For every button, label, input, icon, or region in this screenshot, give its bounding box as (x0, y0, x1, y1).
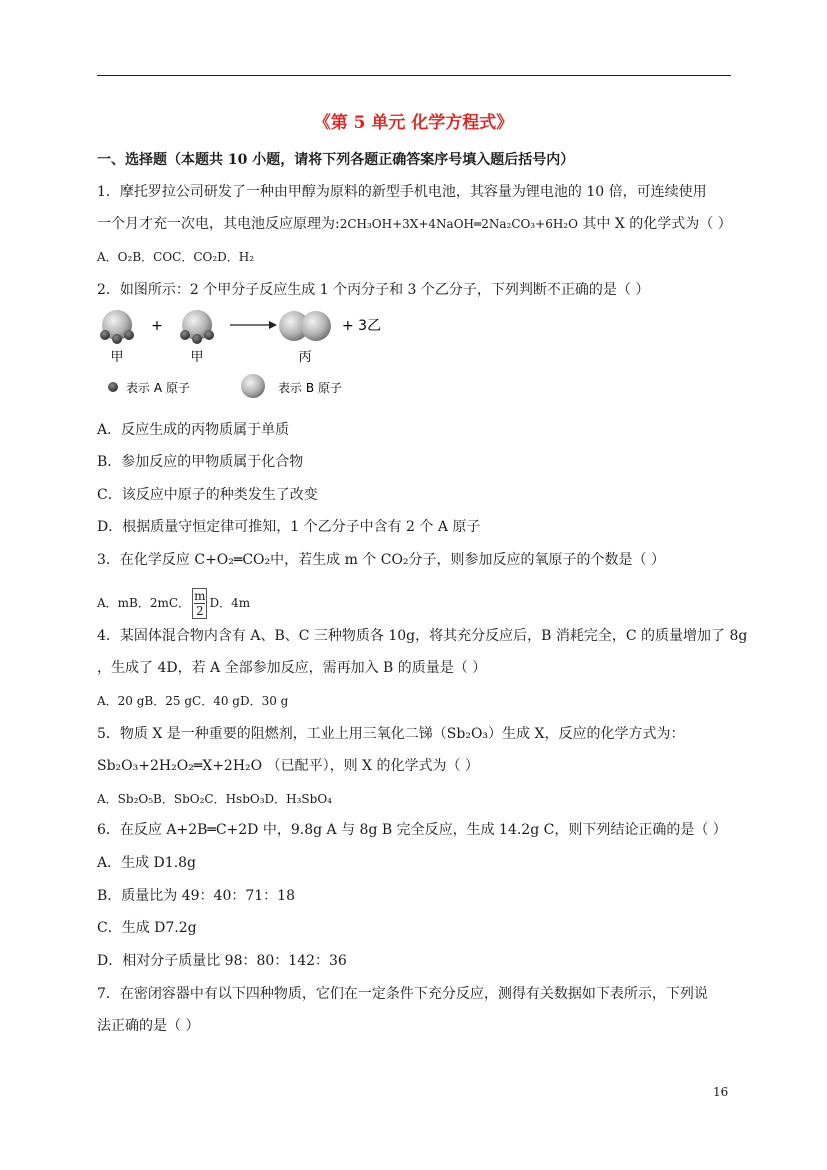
reaction-arrow (230, 321, 277, 329)
product-yi: + 3乙 (342, 318, 382, 334)
q6-option-b: B．质量比为 49：40：71：18 (97, 888, 295, 904)
q5-stem-line1: 5．物质 X 是一种重要的阻燃剂，工业上用三氧化二锑（Sb₂O₃）生成 X，反应的化学方式为： (97, 726, 685, 742)
q6-option-c: C．生成 D7.2g (97, 920, 197, 936)
q2-option-d: D．根据质量守恒定律可推知，1 个乙分子中含有 2 个 A 原子 (97, 519, 481, 535)
q3-options: A．mB．2mC． $\frac{m}{2}$ D．4m (97, 589, 251, 618)
q1-equation: 2CH₃OH+3X+4NaOH═2Na₂CO₃+6H₂O (339, 217, 578, 231)
page-title: 《第 5 单元 化学方程式》 (313, 113, 514, 133)
plus-sign-1: + (151, 318, 163, 334)
q5-stem-line2: Sb₂O₃+2H₂O₂═X+2H₂O （已配平），则 X 的化学式为（ ） (97, 758, 479, 774)
q2-option-b: B．参加反应的甲物质属于化合物 (97, 454, 304, 470)
q7-stem-line2: 法正确的是（ ） (97, 1018, 200, 1034)
q4-options: A．20 gB．25 gC．40 gD．30 g (97, 694, 289, 708)
page-number: 16 (713, 1085, 729, 1099)
legend-b-atom-icon (241, 374, 265, 398)
label-jia-1: 甲 (110, 350, 124, 365)
q6-option-a: A．生成 D1.8g (97, 855, 197, 871)
molecule-jia-1 (100, 310, 134, 344)
molecule-bing (279, 311, 331, 341)
label-jia-2: 甲 (190, 350, 204, 365)
q6-stem: 6．在反应 A+2B═C+2D 中，9.8g A 与 8g B 完全反应，生成 14.2g C，则下列结论正确的是（ ） (97, 822, 727, 838)
q5-options: A．Sb₂O₅B．SbO₂C．HsbO₃D．H₃SbO₄ (97, 792, 332, 806)
q4-stem-line2: ，生成了 4D，若 A 全部参加反应，需再加入 B 的质量是（ ） (97, 660, 487, 676)
legend-a-atom-icon (108, 382, 118, 392)
q2-molecule-figure (97, 303, 397, 401)
q3-fraction: $\frac{m}{2}$ (194, 589, 206, 618)
molecule-jia-2 (180, 310, 214, 344)
q2-option-c: C．该反应中原子的种类发生了改变 (97, 487, 318, 503)
q2-option-a: A．反应生成的丙物质属于单质 (97, 422, 290, 438)
q1-stem-line2: 一个月才充一次电，其电池反应原理为:2CH₃OH+3X+4NaOH═2Na₂CO₃+6H₂O 其中 X 的化学式为（ ） (97, 216, 732, 232)
label-bing: 丙 (298, 350, 312, 365)
legend-a-label: 表示 A 原子 (126, 381, 190, 395)
section-heading: 一、选择题（本题共 10 小题，请将下列各题正确答案序号填入题后括号内） (97, 152, 575, 168)
q6-option-d: D．相对分子质量比 98：80：142：36 (97, 953, 347, 969)
header-rule (97, 75, 731, 76)
legend-b-label: 表示 B 原子 (278, 381, 342, 395)
q1-options: A．O₂B．COC．CO₂D．H₂ (97, 250, 255, 264)
q2-stem: 2．如图所示：2 个甲分子反应生成 1 个丙分子和 3 个乙分子，下列判断不正确的是（ ） (97, 282, 650, 298)
q1-stem-line1: 1．摩托罗拉公司研发了一种由甲醇为原料的新型手机电池，其容量为锂电池的 10 倍，可连续使用 (97, 184, 707, 200)
q7-stem-line1: 7．在密闭容器中有以下四种物质，它们在一定条件下充分反应，测得有关数据如下表所示，下列说 (97, 986, 708, 1002)
q4-stem-line1: 4．某固体混合物内含有 A、B、C 三种物质各 10g，将其充分反应后，B 消耗完全，C 的质量增加了 8g (97, 628, 748, 644)
q3-stem: 3．在化学反应 C+O₂═CO₂中，若生成 m 个 CO₂分子，则参加反应的氧原子的个数是（ ） (97, 552, 665, 568)
